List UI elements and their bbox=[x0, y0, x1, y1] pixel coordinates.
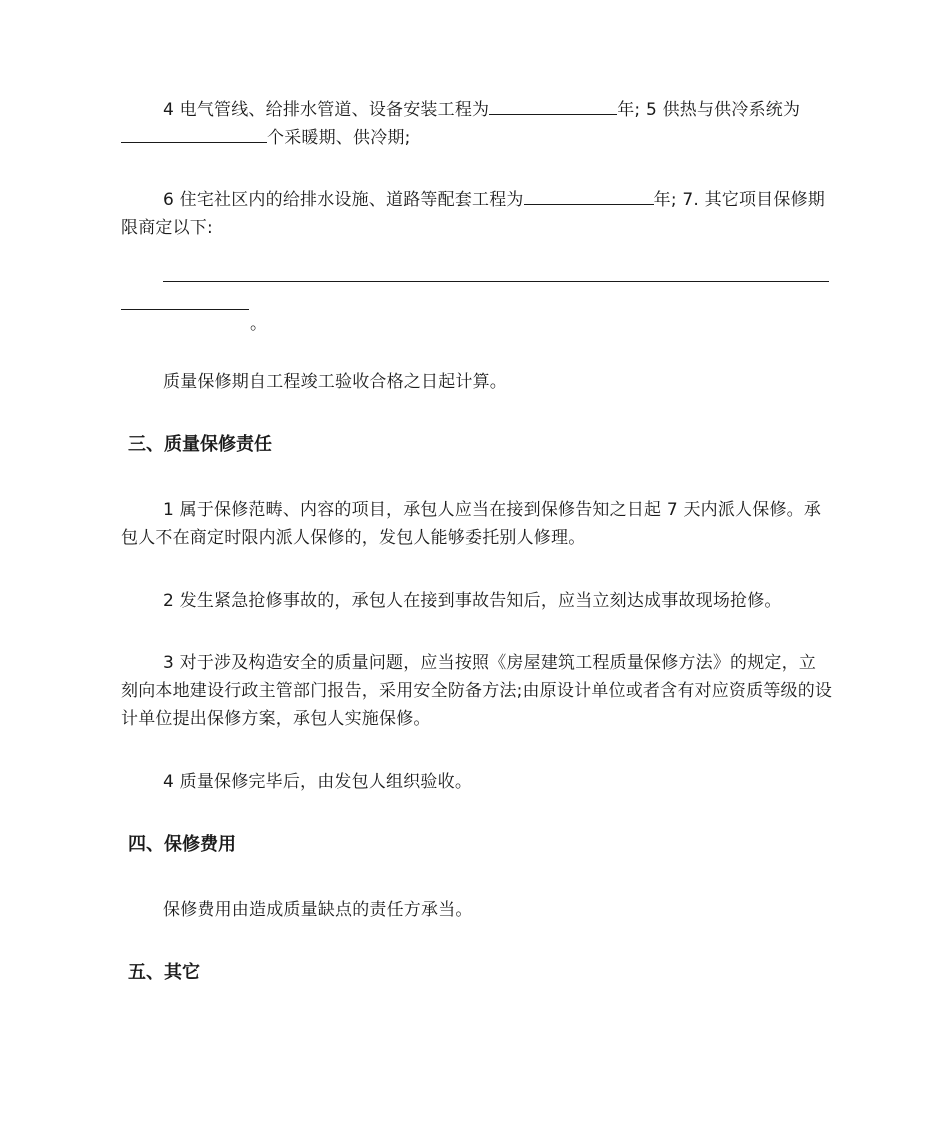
text-segment: 年; 5 供热与供冷系统为 bbox=[617, 100, 801, 120]
paragraph-warranty-start: 质量保修期自工程竣工验收合格之日起计算。 bbox=[163, 372, 507, 392]
blank-field-years-electrical[interactable] bbox=[489, 96, 617, 115]
paragraph-responsibility-4: 4 质量保修完毕后，由发包人组织验收。 bbox=[163, 772, 473, 792]
text-segment: 4 电气管线、给排水管道、设备安装工程为 bbox=[163, 100, 490, 120]
blank-line-other-items-2[interactable] bbox=[121, 309, 249, 310]
paragraph-responsibility-3: 3 对于涉及构造安全的质量问题，应当按照《房屋建筑工程质量保修方法》的规定，立刻向本地建设行政主管部门报告，采用安全防备方法;由原设计单位或者含有对应资质等级的设计单位提出保修方案，承包人实施保修。 bbox=[121, 653, 833, 729]
text-segment: 6 住宅社区内的给排水设施、道路等配套工程为 bbox=[163, 190, 524, 210]
section-heading-warranty-responsibility: 三、质量保修责任 bbox=[128, 434, 272, 455]
paragraph-costs: 保修费用由造成质量缺点的责任方承当。 bbox=[163, 900, 473, 920]
paragraph-warranty-items-4-5 bbox=[121, 96, 833, 152]
section-heading-warranty-costs: 四、保修费用 bbox=[128, 834, 236, 855]
paragraph-end-mark bbox=[250, 310, 290, 338]
section-heading-other: 五、其它 bbox=[128, 962, 200, 983]
text-segment: 。 bbox=[250, 314, 268, 334]
blank-line-other-items-1[interactable] bbox=[163, 281, 829, 282]
blank-field-heating-periods[interactable] bbox=[121, 124, 267, 143]
paragraph-responsibility-1: 1 属于保修范畴、内容的项目，承包人应当在接到保修告知之日起 7 天内派人保修。承包人不在商定时限内派人保修的，发包人能够委托别人修理。 bbox=[121, 500, 822, 548]
blank-field-years-community[interactable] bbox=[524, 186, 654, 205]
text-segment: 年; 7. 其它项目保修期限商定以下: bbox=[121, 190, 825, 238]
paragraph-warranty-items-6-7 bbox=[121, 186, 833, 242]
paragraph-responsibility-2: 2 发生紧急抢修事故的，承包人在接到事故告知后，应当立刻达成事故现场抢修。 bbox=[163, 591, 782, 611]
text-segment: 个采暖期、供冷期; bbox=[267, 128, 411, 148]
